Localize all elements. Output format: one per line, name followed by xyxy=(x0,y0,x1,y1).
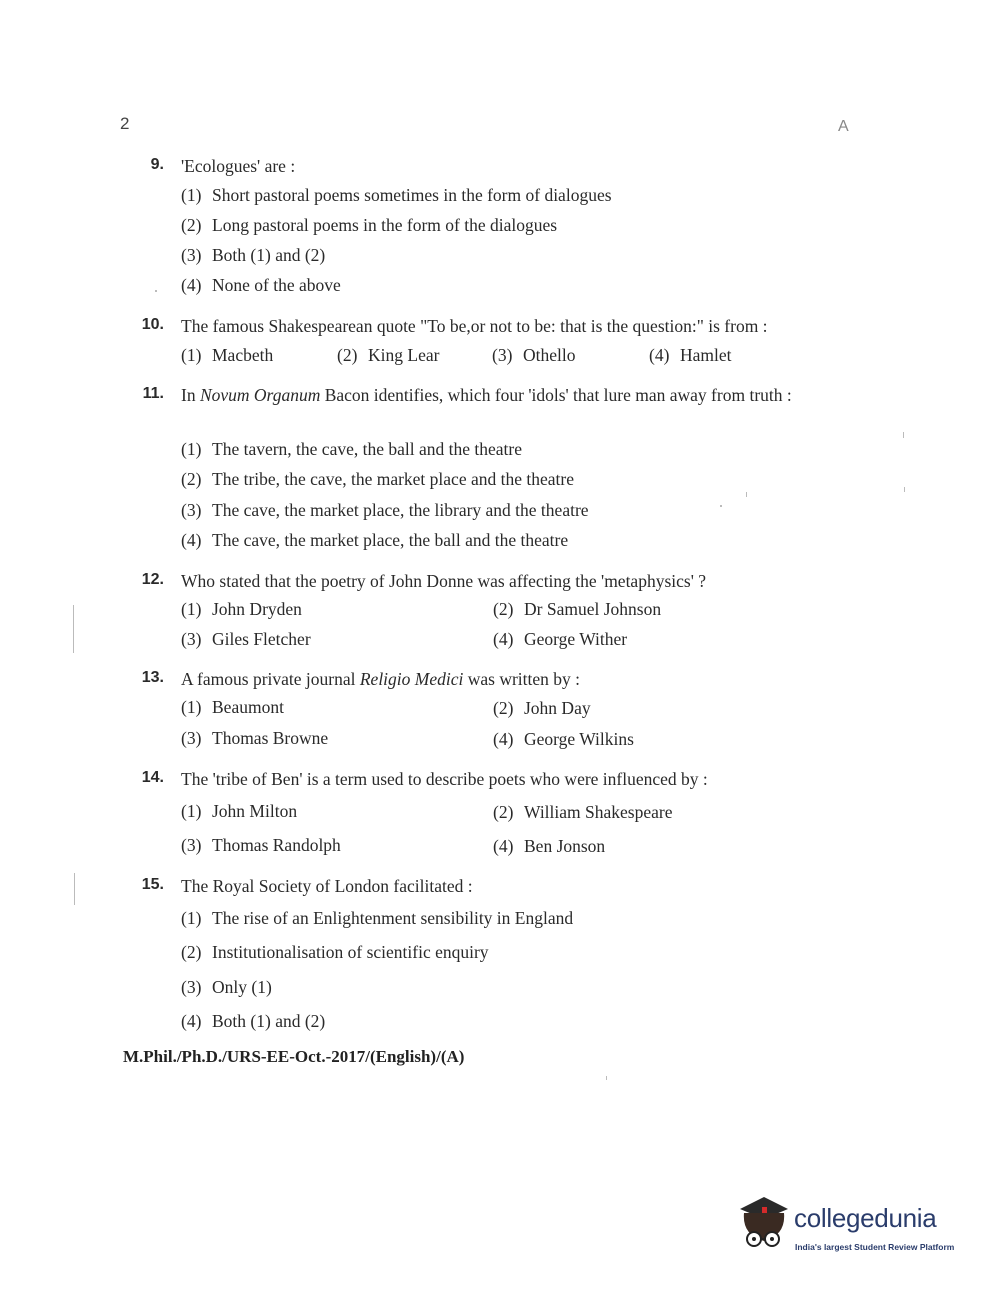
question-text: The Royal Society of London facilitated : xyxy=(181,876,473,896)
option: (4) George Wither xyxy=(493,629,628,649)
scan-mark xyxy=(903,432,904,438)
option: (2) King Lear xyxy=(337,345,440,365)
option: (3) Thomas Browne xyxy=(181,728,329,748)
option: (4) None of the above xyxy=(181,275,341,295)
scan-mark xyxy=(74,873,75,905)
option: (4) Ben Jonson xyxy=(493,836,606,856)
option: (4) Hamlet xyxy=(649,345,732,365)
logo-wordmark: collegedunia xyxy=(794,1203,937,1233)
question-text: In Novum Organum Bacon identifies, which four 'idols' that lure man away from truth : xyxy=(181,385,792,405)
option: (2) The tribe, the cave, the market place and the theatre xyxy=(181,469,574,489)
scan-mark xyxy=(73,605,74,653)
option: (3) Thomas Randolph xyxy=(181,835,341,855)
question-text: 'Ecologues' are : xyxy=(181,156,296,176)
question-text: The famous Shakespearean quote "To be,or not to be: that is the question:" is from : xyxy=(181,316,768,336)
book-title: Religio Medici xyxy=(359,669,464,689)
option: (2) Long pastoral poems in the form of the dialogues xyxy=(181,215,558,235)
question-number: 15. xyxy=(141,876,164,893)
paper-code-footer: M.Phil./Ph.D./URS-EE-Oct.-2017/(English)/(A) xyxy=(123,1047,465,1066)
question-text: The 'tribe of Ben' is a term used to describe poets who were influenced by : xyxy=(181,769,708,789)
scan-mark xyxy=(720,505,722,507)
option: (3) Only (1) xyxy=(181,977,272,997)
question-number: 9. xyxy=(150,156,164,173)
mascot-icon xyxy=(734,1195,794,1257)
option: (1) Beaumont xyxy=(181,697,284,717)
option: (4) George Wilkins xyxy=(493,729,634,749)
option: (3) Both (1) and (2) xyxy=(181,245,326,265)
option: (1) John Dryden xyxy=(181,599,302,619)
page-number: 2 xyxy=(120,114,130,133)
option: (1) John Milton xyxy=(181,801,298,821)
book-title: Novum Organum xyxy=(199,385,321,405)
option: (2) William Shakespeare xyxy=(493,802,673,822)
scan-mark xyxy=(746,492,747,497)
question-number: 14. xyxy=(141,769,164,786)
option: (2) John Day xyxy=(493,698,591,718)
question-text: A famous private journal Religio Medici was written by : xyxy=(181,669,581,689)
question-number: 13. xyxy=(141,669,164,686)
option: (1) Short pastoral poems sometimes in the form of dialogues xyxy=(181,185,612,205)
option: (4) Both (1) and (2) xyxy=(181,1011,326,1031)
option: (1) The rise of an Enlightenment sensibility in England xyxy=(181,908,574,928)
question-number: 10. xyxy=(141,316,164,333)
option: (2) Institutionalisation of scientific enquiry xyxy=(181,942,489,962)
option: (3) Othello xyxy=(492,345,576,365)
logo-tagline: India's largest Student Review Platform xyxy=(795,1242,955,1252)
option: (2) Dr Samuel Johnson xyxy=(493,599,662,619)
option: (1) Macbeth xyxy=(181,345,274,365)
option: (3) The cave, the market place, the library and the theatre xyxy=(181,500,589,520)
scan-mark xyxy=(606,1076,607,1080)
question-number: 11. xyxy=(142,385,164,402)
option: (1) The tavern, the cave, the ball and the theatre xyxy=(181,439,522,459)
question-number: 12. xyxy=(141,571,164,588)
scan-mark xyxy=(155,290,157,292)
question-text: Who stated that the poetry of John Donne was affecting the 'metaphysics' ? xyxy=(181,571,706,591)
scan-mark xyxy=(904,487,905,492)
collegedunia-logo xyxy=(734,1195,964,1267)
option: (3) Giles Fletcher xyxy=(181,629,311,649)
set-code: A xyxy=(838,118,849,135)
option: (4) The cave, the market place, the ball and the theatre xyxy=(181,530,569,550)
